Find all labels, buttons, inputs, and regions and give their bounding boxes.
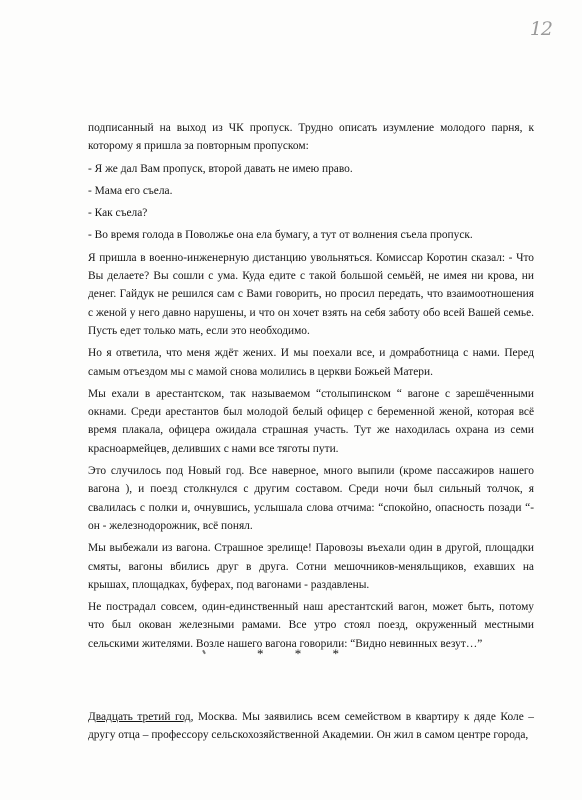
paragraph: Мы выбежали из вагона. Страшное зрелище! Паровозы въехали один в другой, площадки смяты, вагоны вбились друг в друга. Сотни мешочников-меняльщиков, ехавших на крышах, площадках, буферах, под вагонами - раздавлены.	[88, 542, 534, 591]
dialogue-line: - Мама его съела.	[88, 184, 173, 197]
paragraph: подписанный на выход из ЧК пропуск. Трудно описать изумление молодого парня, к которому я пришла за повторным пропуском:	[88, 122, 534, 153]
paragraph: Я пришла в военно-инженерную дистанцию увольняться. Комиссар Коротин сказал: - Что Вы делаете? Вы сошли с ума. Куда едите с такой большой семьёй, не имея ни крова, ни денег. Гайдук не решился сам с Вами говорить, но просил передать, что взаимоотношения с женой у него давно нарушены, и что он хочет взять на себя заботу обо всей Вашей семье. Пусть едет только мать, если это необходимо.	[88, 251, 534, 337]
dialogue-line: - Я же дал Вам пропуск, второй давать не имею право.	[88, 162, 353, 175]
body-text	[88, 119, 534, 657]
paragraph: Мы ехали в арестантском, так называемом “столыпинском “ вагоне с зарешёченными окнами. Среди арестантов был молодой белый офицер с беременной женой, которая всё время плакала, офицера ожидала страшная участь. Тут же находилась охрана из семи красноармейцев, деливших с нами все тяготы пути.	[88, 387, 534, 455]
section-paragraph	[88, 708, 534, 745]
page-number: 12	[529, 18, 552, 40]
paragraph: Это случилось под Новый год. Все наверное, много выпили (кроме пассажиров нашего вагона ), и поезд столкнулся с другим составом. Среди ночи был сильный толчок, я свалилась с полки и, очнувшись, услышала слова отчима: “спокойно, опасность позади “- он - железнодорожник, всё понял.	[88, 465, 534, 532]
section-separator: * * *	[257, 646, 353, 661]
paragraph: Не пострадал совсем, один-единственный наш арестантский вагон, может быть, потому что был окован железными рамами. Все утро стоял поезд, окруженный местными сельскими жителями. Возле нашего вагона говорили: “Видно невинных везут…”	[88, 601, 534, 650]
section-text: , Москва. Мы заявились всем семейством в квартиру к дяде Коле – другу отца – профессору сельскохозяйственной Академии. Он жил в самом центре города,	[88, 711, 534, 742]
dialogue-line: - Во время голода в Поволжье она ела бумагу, а тут от волнения съела пропуск.	[88, 229, 473, 242]
dialogue-line: - Как съела?	[88, 207, 148, 220]
section-heading-underlined: Двадцать третий год	[88, 711, 191, 723]
paragraph: Но я ответила, что меня ждёт жених. И мы поехали все, и домработница с нами. Перед самым отъездом мы с мамой снова молились в церкви Божьей Матери.	[88, 347, 534, 378]
